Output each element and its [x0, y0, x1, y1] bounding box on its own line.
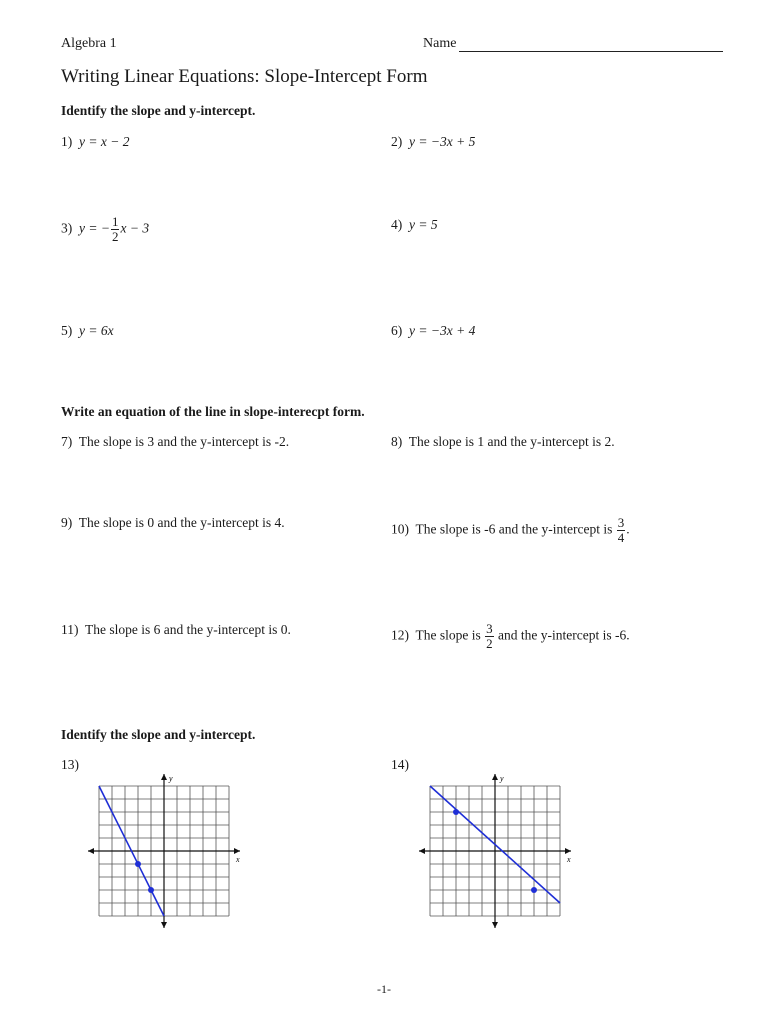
y-axis-arrow-down — [492, 922, 498, 928]
problem-8: 8) The slope is 1 and the y-intercept is 2. — [391, 434, 615, 449]
course-label: Algebra 1 — [61, 36, 117, 51]
section-instruction-1: Identify the slope and y-intercept. — [61, 103, 256, 118]
fraction: $\frac{3}{2}$ — [486, 621, 493, 651]
plotted-point — [531, 887, 537, 893]
plotted-point — [135, 861, 141, 867]
problem-5: 5) y = 6x — [61, 323, 114, 338]
x-axis-arrow-right — [565, 848, 571, 854]
section-instruction-2: Write an equation of the line in slope-interecpt form. — [61, 404, 365, 419]
x-axis-label: x — [567, 855, 571, 864]
problem-9: 9) The slope is 0 and the y-intercept is 4. — [61, 515, 285, 530]
problem-14-label: 14) — [391, 757, 409, 772]
plotted-point — [453, 809, 459, 815]
y-axis-arrow-up — [161, 774, 167, 780]
problem-2: 2) y = −3x + 5 — [391, 134, 476, 149]
problem-3: 3) y = − $\frac{1}{2}$ x − 3 — [61, 214, 150, 244]
fraction: $\frac{1}{2}$ — [111, 214, 119, 244]
fraction: $\frac{3}{4}$ — [617, 515, 625, 545]
y-axis-label: y — [169, 774, 173, 783]
plotted-point — [148, 887, 154, 893]
page-number: -1- — [377, 982, 391, 996]
page-title: Writing Linear Equations: Slope-Intercept Form — [61, 66, 428, 87]
name-field[interactable] — [459, 51, 723, 52]
graph-problem-13 — [86, 770, 242, 928]
problem-1: 1) y = x − 2 — [61, 134, 130, 149]
problem-7: 7) The slope is 3 and the y-intercept is -2. — [61, 434, 290, 449]
graph-problem-14 — [417, 770, 573, 928]
y-axis-arrow-up — [492, 774, 498, 780]
name-label: Name — [423, 36, 457, 51]
problem-12: 12) The slope is $\frac{3}{2}$ and the y-intercept is -6. — [391, 621, 630, 651]
x-axis-arrow-left — [419, 848, 425, 854]
section-instruction-3: Identify the slope and y-intercept. — [61, 727, 256, 742]
problem-13-label: 13) — [61, 757, 79, 772]
problem-11: 11) The slope is 6 and the y-intercept is 0. — [61, 622, 291, 637]
y-axis-arrow-down — [161, 922, 167, 928]
y-axis-label: y — [500, 774, 504, 783]
problem-4: 4) y = 5 — [391, 217, 438, 232]
problem-6: 6) y = −3x + 4 — [391, 323, 476, 338]
problem-10: 10) The slope is -6 and the y-intercept is $\frac{3}{4}$ . — [391, 515, 630, 545]
x-axis-label: x — [236, 855, 240, 864]
x-axis-arrow-right — [234, 848, 240, 854]
x-axis-arrow-left — [88, 848, 94, 854]
